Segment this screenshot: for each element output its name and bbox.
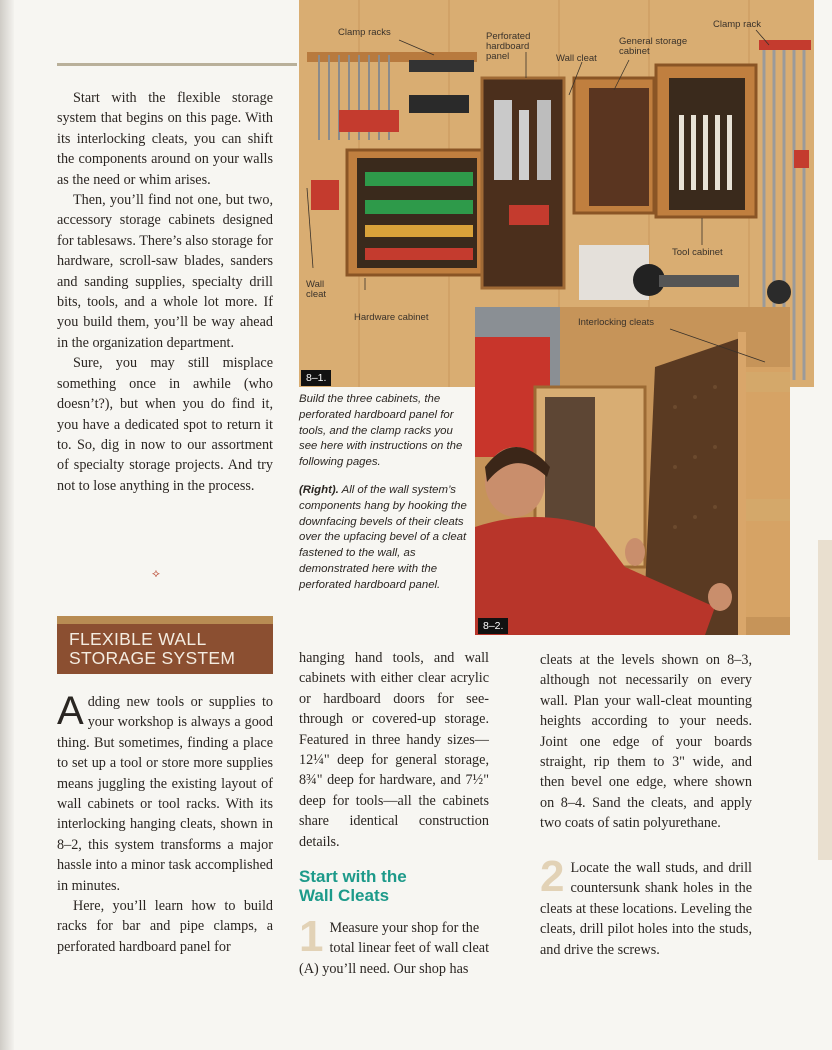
photo-8-2-hanging-panel [475, 307, 790, 635]
ornament-divider-icon: ⟡ [152, 566, 160, 580]
callout-general-storage: General storage cabinet [619, 36, 688, 57]
intro-paragraph: Sure, you may still misplace something once in awhile (who doesn’t?), but when you do find it, you have a dedicated spot to return it to. So, dig in now to our assortment of specialty storage projects. And try not to lose anything in the process. [57, 355, 273, 494]
body-paragraph: cleats at the levels shown on 8–3, although not necessarily on every wall. Plan your wall-cleat mounting heights according to your needs. Joint one edge of your boards straight, rip them to 3" wide, and then bevel one edge, where shown on 8–4. Sand the cleats, and apply two coats of satin polyurethane. [540, 652, 752, 832]
section-title-banner [57, 616, 273, 674]
intro-paragraph: Start with the flexible storage system that begins on this page. With its interlocking cleats, you can shift the components around on your walls as the need or whim arises. [57, 90, 273, 188]
section-body-col3 [540, 650, 752, 834]
body-paragraph: hanging hand tools, and wall cabinets with either clear acrylic or hardboard doors for see-through or covered-up storage. Featured in three handy sizes—12¼" deep for general storage, 8¾" deep for hardware, and 7½" deep for tools—all the cabinets share identical construction details. [299, 650, 489, 850]
section-body-col1 [57, 689, 273, 957]
section-title-line: FLEXIBLE WALL [69, 629, 207, 649]
top-rule [57, 63, 297, 66]
section-title-line: STORAGE SYSTEM [69, 648, 236, 668]
figure-8-1-label: 8–1. [301, 370, 331, 386]
body-paragraph: Here, you’ll learn how to build racks for bar and pipe clamps, a perforated hardboard panel for [57, 898, 273, 955]
caption-8-1: Build the three cabinets, the perforated hardboard panel for tools, and the clamp racks you see here with instructions on the following pages. [299, 393, 463, 469]
step-number: 1 [299, 912, 324, 961]
callout-interlocking-cleats: Interlocking cleats [578, 317, 655, 328]
caption-8-2: (Right). All of the wall system’s components hang by hooking the downfacing bevels of their cleats over the upfacing bevel of a cleat fastened to the wall, as demonstrated here with the perforated hardboard panel. [299, 483, 467, 591]
callout-wall-cleat-top: Wall cleat [556, 53, 597, 64]
callout-wall-cleat-left: Wall cleat [306, 279, 327, 300]
callout-perforated-panel: Perforated hardboard panel [486, 31, 531, 62]
step-number: 2 [540, 852, 565, 901]
section-body-col2 [299, 648, 489, 852]
callout-tool-cabinet: Tool cabinet [672, 247, 723, 258]
intro-paragraph: Then, you’ll find not one, but two, accessory storage cabinets designed for tablesaws. There’s also storage for hardware, scroll-saw blades, sanders and sanding supplies, specialty drill bits, tools, and a whole lot more. If you build them, you’ll be way ahead in the organization department. [57, 192, 273, 351]
callout-clamp-rack: Clamp rack [713, 19, 762, 30]
body-paragraph: Adding new tools or supplies to your workshop is always a good thing. But sometimes, finding a place to set up a tool or store more supplies means juggling the existing layout of wall cabinets or tool racks. With its interlocking hanging cleats, shown in 8–2, this system transforms a major hassle into a minor task accomplished in minutes. [57, 689, 273, 894]
step-2: 2 Locate the wall studs, and drill countersunk shank holes in the cleats at these locations. Leveling the cleats, drill pilot holes into the studs, and drive the screws. [540, 852, 752, 958]
drop-cap: A [57, 689, 84, 733]
subhead-wall-cleats: Start with the Wall Cleats [299, 867, 407, 905]
adjacent-page-edge [818, 540, 832, 860]
figure-8-2-label: 8–2. [478, 618, 508, 634]
page-spine-shadow [0, 0, 14, 1050]
photo-captions [299, 392, 469, 606]
callout-clamp-racks: Clamp racks [338, 27, 391, 38]
step-1: 1 Measure your shop for the total linear feet of wall cleat (A) you’ll need. Our shop has [299, 912, 490, 977]
callout-hardware-cabinet: Hardware cabinet [354, 312, 429, 323]
intro-text [57, 88, 273, 496]
